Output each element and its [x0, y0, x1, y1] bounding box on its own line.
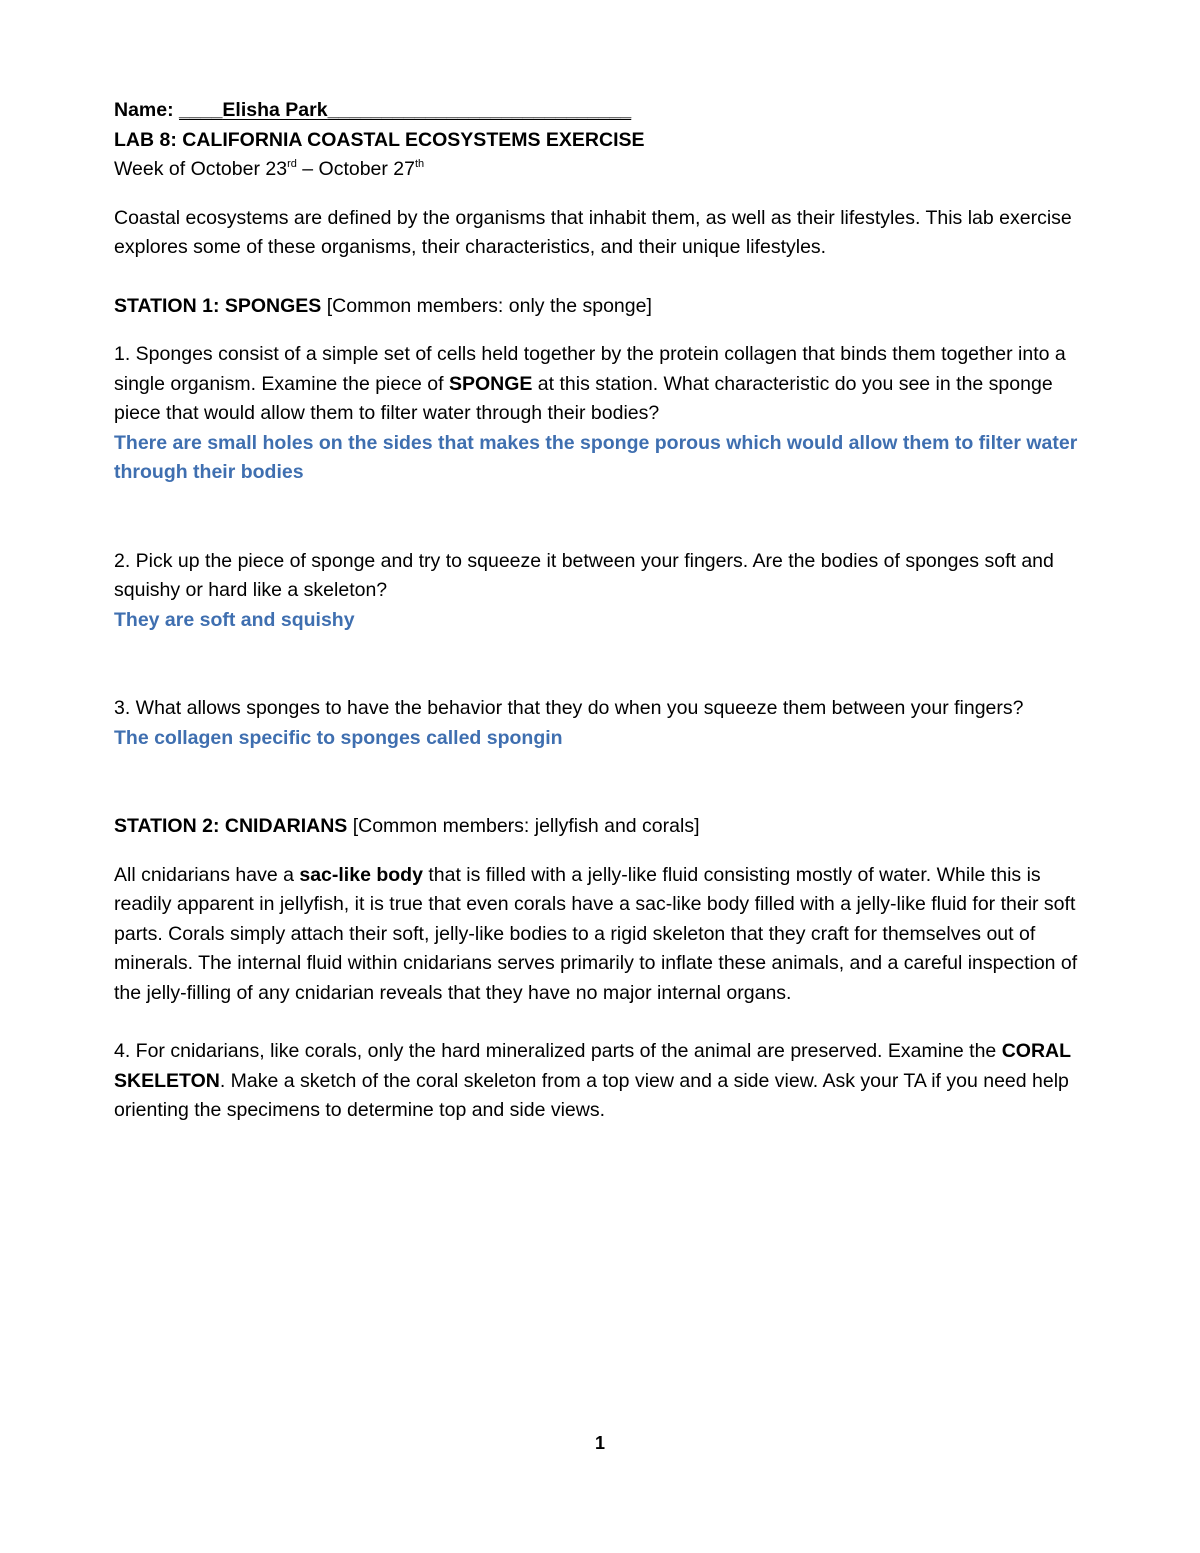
- page-number: 1: [594, 1433, 605, 1453]
- answer-2: They are soft and squishy: [114, 608, 355, 631]
- question-1-after: at this station. What characteristic do you see in the sponge piece that would allow them to filter water through their bodies?: [114, 372, 1053, 424]
- station2-heading-bold: STATION 2: CNIDARIANS: [114, 815, 348, 837]
- station1-heading-bold: STATION 1: SPONGES: [114, 294, 322, 317]
- week-sup-2: th: [415, 158, 425, 170]
- week-line: [114, 155, 1094, 185]
- name-blank-before: ____: [179, 99, 223, 121]
- question-1-before: 1. Sponges consist of a simple set of cells held together by the protein collagen that binds them together into a single organism. Examine the piece of: [114, 343, 1066, 395]
- station2-paragraph-before: All cnidarians have a: [114, 863, 300, 886]
- question-3: 3. What allows sponges to have the behavior that they do when you squeeze them between your fingers?: [114, 697, 1024, 719]
- week-prefix: Week of October 23: [114, 158, 288, 180]
- lab-title: LAB 8: CALIFORNIA COASTAL ECOSYSTEMS EXERCISE: [114, 128, 645, 151]
- intro-paragraph: Coastal ecosystems are defined by the organisms that inhabit them, as well as their lifestyles. This lab exercise explores some of these organisms, their characteristics, and their unique lifestyles.: [114, 206, 1072, 258]
- answer-1: There are small holes on the sides that makes the sponge porous which would allow them to filter water through their bodies: [114, 431, 1078, 483]
- student-name: Elisha Park: [222, 99, 328, 121]
- question-4-bold: CORAL SKELETON: [114, 1040, 1071, 1092]
- question-4: [114, 1037, 1094, 1126]
- station2-heading-rest: [Common members: jellyfish and corals]: [347, 815, 700, 837]
- week-middle: – October 27: [296, 158, 415, 180]
- question-2: 2. Pick up the piece of sponge and try to squeeze it between your fingers. Are the bodies of sponges soft and squishy or hard like a skeleton?: [114, 549, 1054, 601]
- name-label: Name:: [114, 99, 174, 121]
- station2-heading: [114, 812, 1094, 842]
- question-1: [114, 340, 1094, 429]
- station2-paragraph-after: that is filled with a jelly-like fluid consisting mostly of water. While this is readily apparent in jellyfish, it is true that even corals have a sac-like body filled with a jelly-like fluid for their soft parts. Corals simply attach their soft, jelly-like bodies to a rigid skeleton that they craft for themselves out of minerals. The internal fluid within cnidarians serves primarily to inflate these animals, and a careful inspection of the jelly-filling of any cnidarian reveals that they have no major internal organs.: [114, 863, 1078, 1004]
- name-line: [114, 96, 1094, 126]
- answer-3: The collagen specific to sponges called spongin: [114, 726, 563, 749]
- station1-heading: [114, 292, 1094, 322]
- question-4-before: 4. For cnidarians, like corals, only the hard mineralized parts of the animal are preserved. Examine the: [114, 1040, 1002, 1062]
- name-blank-after: ____________________________: [327, 99, 632, 121]
- week-sup-1: rd: [287, 158, 297, 170]
- question-1-bold: SPONGE: [448, 372, 533, 395]
- document-page: [114, 96, 1094, 1126]
- station2-paragraph-bold: sac-like body: [299, 863, 423, 886]
- station1-heading-rest: [Common members: only the sponge]: [321, 294, 652, 317]
- station2-paragraph: [114, 861, 1094, 1009]
- question-4-after: . Make a sketch of the coral skeleton from a top view and a side view. Ask your TA if you need help orienting the specimens to determine top and side views.: [114, 1069, 1069, 1121]
